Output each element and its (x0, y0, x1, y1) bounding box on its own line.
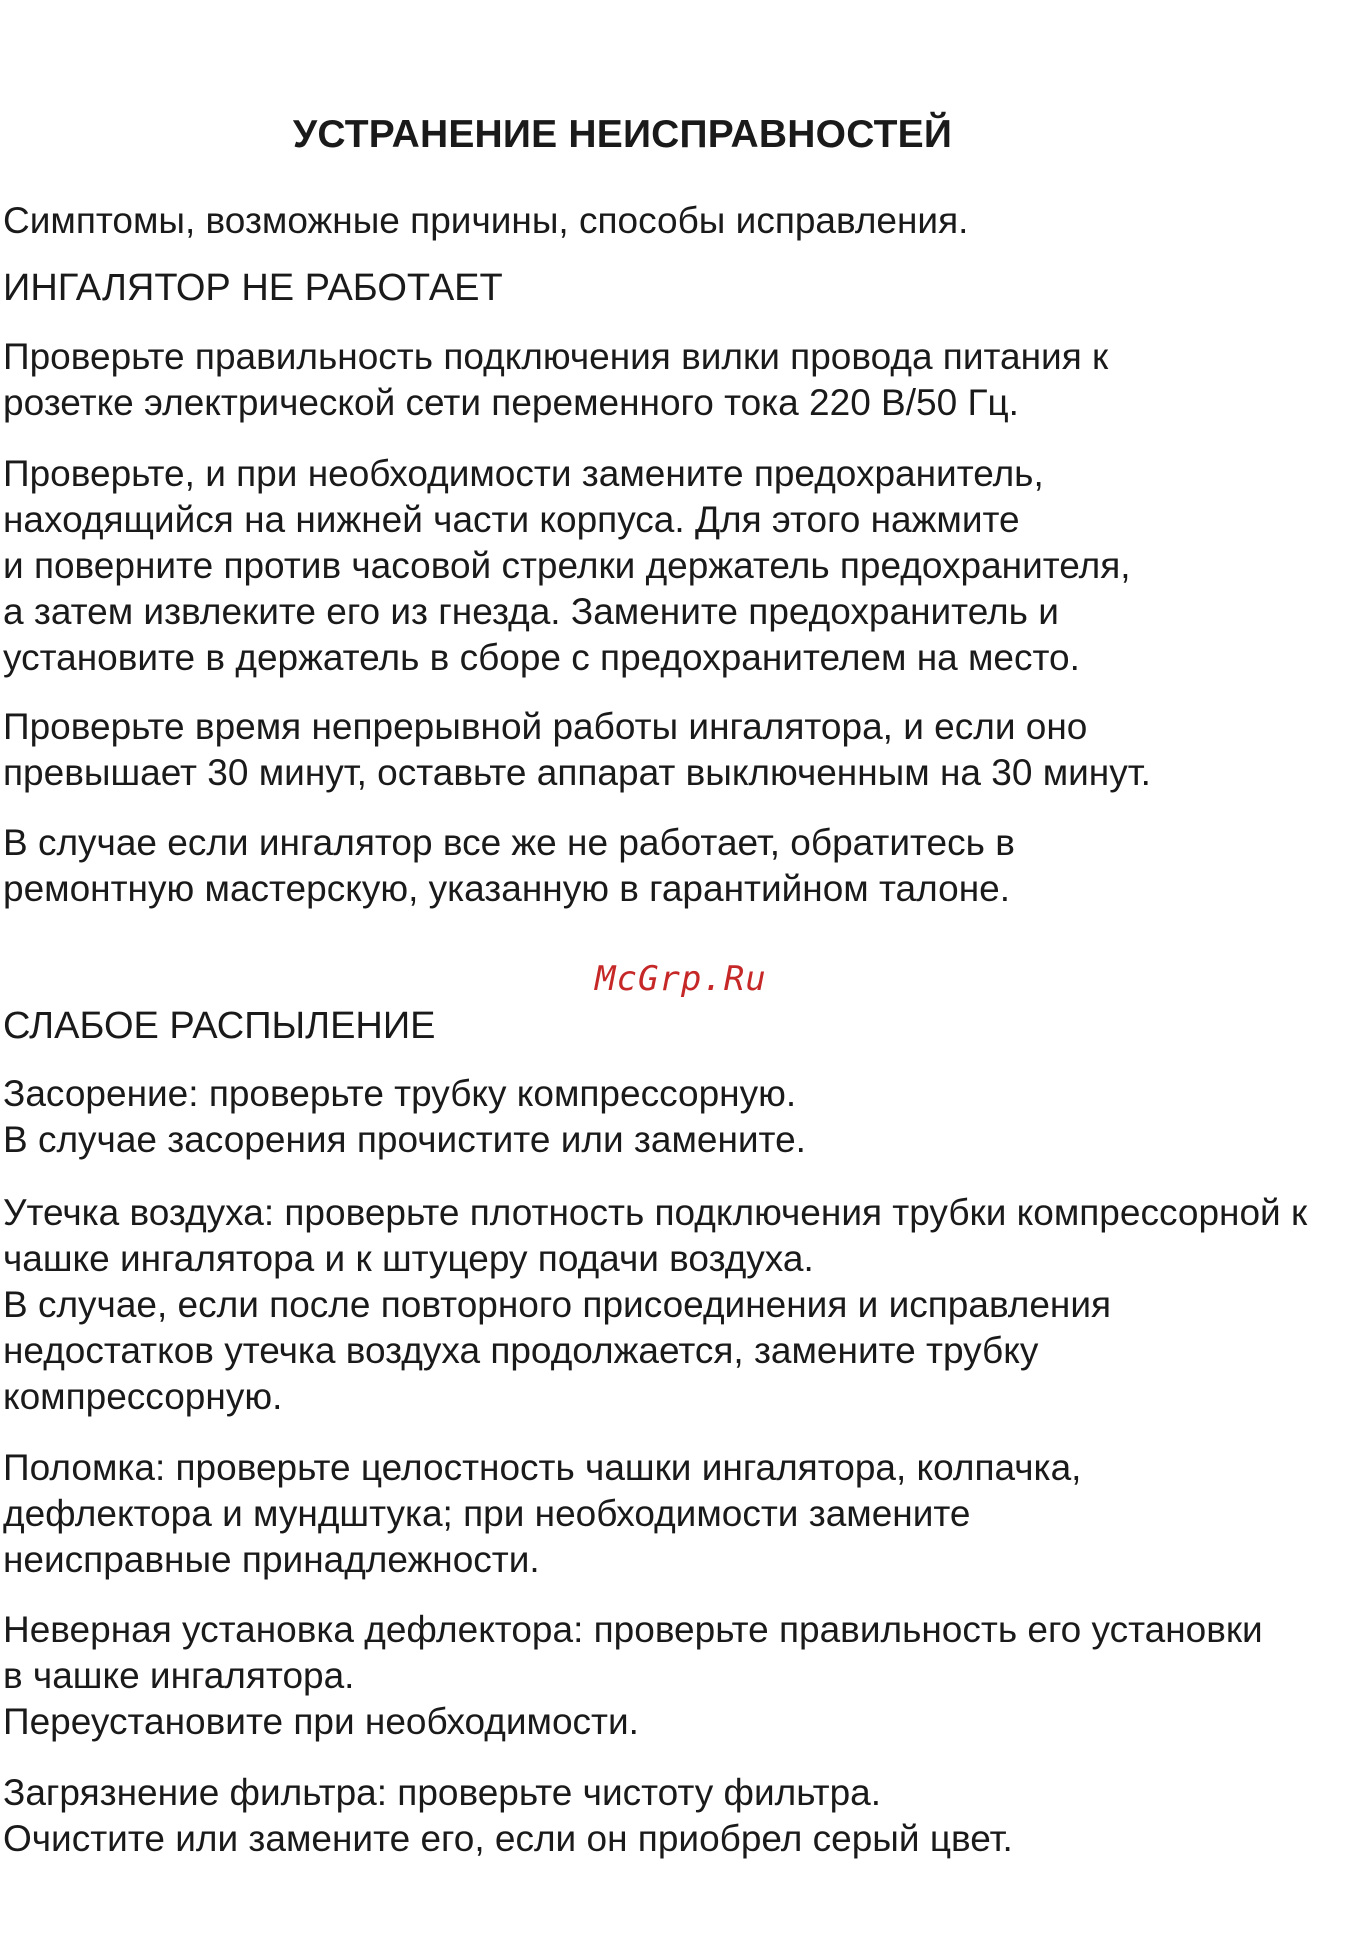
paragraph-operating-time (3, 704, 1151, 796)
text-line: Очистите или замените его, если он приобрел серый цвет. (3, 1818, 1013, 1859)
page-title: УСТРАНЕНИЕ НЕИСПРАВНОСТЕЙ (292, 113, 953, 156)
text-line: Неверная установка дефлектора: проверьте правильность его установки (3, 1609, 1263, 1650)
text-line: Проверьте правильность подключения вилки провода питания к (3, 336, 1109, 377)
text-line: находящийся на нижней части корпуса. Для этого нажмите (3, 499, 1020, 540)
text-line: Переустановите при необходимости. (3, 1701, 639, 1742)
text-line: компрессорную. (3, 1376, 283, 1417)
intro-text: Симптомы, возможные причины, способы исправления. (3, 200, 969, 241)
section-heading-not-working: ИНГАЛЯТОР НЕ РАБОТАЕТ (3, 267, 503, 309)
text-line: Утечка воздуха: проверьте плотность подключения трубки компрессорной к (3, 1192, 1308, 1233)
text-line: а затем извлеките его из гнезда. Замените предохранитель и (3, 591, 1059, 632)
text-line: неисправные принадлежности. (3, 1539, 540, 1580)
text-line: ремонтную мастерскую, указанную в гарантийном талоне. (3, 868, 1011, 909)
paragraph-deflector (3, 1607, 1263, 1745)
paragraph-repair-service (3, 820, 1015, 912)
paragraph-filter (3, 1770, 1013, 1862)
text-line: в чашке ингалятора. (3, 1655, 355, 1696)
text-line: В случае если ингалятор все же не работает, обратитесь в (3, 822, 1015, 863)
text-line: В случае, если после повторного присоединения и исправления (3, 1284, 1112, 1325)
section-heading-weak-spray: СЛАБОЕ РАСПЫЛЕНИЕ (3, 1005, 436, 1047)
text-line: Засорение: проверьте трубку компрессорную. (3, 1073, 797, 1114)
text-line: установите в держатель в сборе с предохранителем на место. (3, 637, 1080, 678)
text-line: и поверните против часовой стрелки держатель предохранителя, (3, 545, 1131, 586)
text-line: В случае засорения прочистите или замените. (3, 1119, 806, 1160)
text-line: Загрязнение фильтра: проверьте чистоту фильтра. (3, 1772, 882, 1813)
text-line: превышает 30 минут, оставьте аппарат выключенным на 30 минут. (3, 752, 1151, 793)
text-line: Поломка: проверьте целостность чашки ингалятора, колпачка, (3, 1447, 1082, 1488)
paragraph-breakage (3, 1445, 1081, 1583)
text-line: чашке ингалятора и к штуцеру подачи воздуха. (3, 1238, 814, 1279)
text-line: Проверьте время непрерывной работы ингалятора, и если оно (3, 706, 1088, 747)
text-line: дефлектора и мундштука; при необходимости замените (3, 1493, 971, 1534)
text-line: розетке электрической сети переменного тока 220 В/50 Гц. (3, 382, 1019, 423)
text-line: Проверьте, и при необходимости замените предохранитель, (3, 453, 1044, 494)
text-line: недостатков утечка воздуха продолжается, замените трубку (3, 1330, 1039, 1371)
paragraph-replace-fuse (3, 451, 1131, 681)
paragraph-air-leak (3, 1190, 1307, 1420)
watermark: McGrp.Ru (595, 959, 767, 999)
paragraph-check-plug (3, 334, 1108, 426)
paragraph-clogging (3, 1071, 806, 1163)
